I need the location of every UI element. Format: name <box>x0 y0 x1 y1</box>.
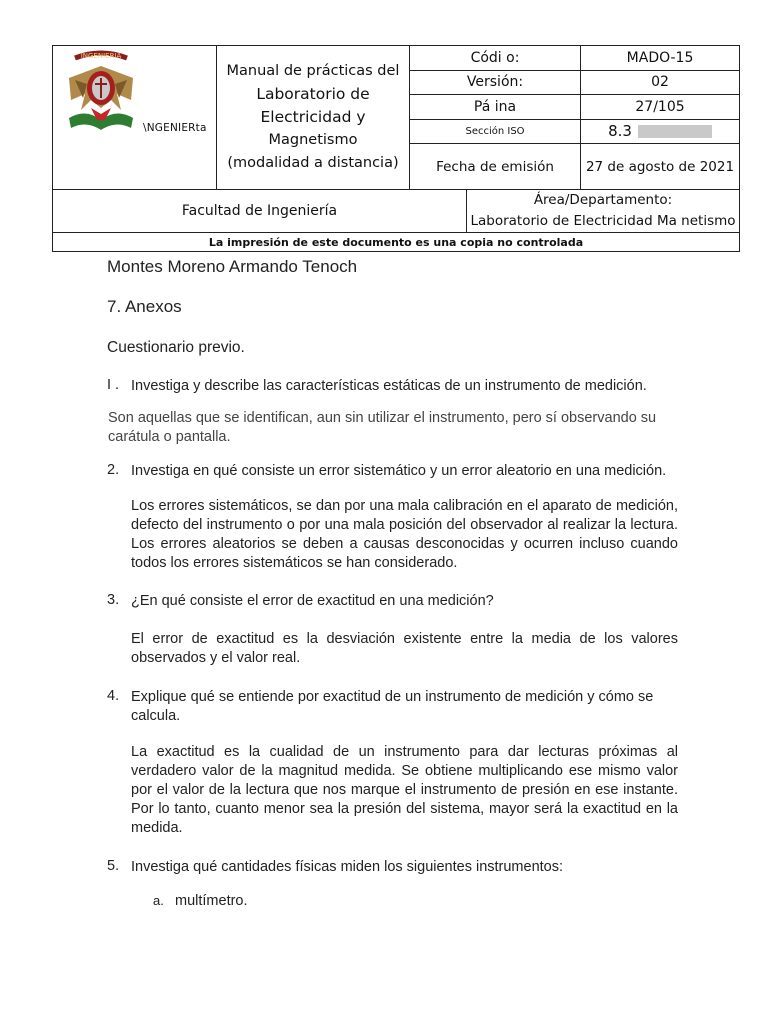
title-line-1: Manual de prácticas del <box>226 63 400 79</box>
question-3-text: ¿En qué consiste el error de exactitud en una medición? <box>131 593 494 609</box>
title-line-2: Laboratorio de Electricidad y <box>256 85 370 126</box>
page-label: Pá ina <box>410 95 581 120</box>
manual-title <box>217 46 410 190</box>
question-2-text: Investiga en qué consiste un error sistemático y un error aleatorio en una medición. <box>131 463 667 479</box>
title-line-4: (modalidad a distancia) <box>227 155 399 171</box>
question-4-text: Explique qué se entiende por exactitud de un instrumento de medición y cómo se calcula. <box>131 689 654 724</box>
area-value: Laboratorio de Electricidad Ma netismo <box>470 213 736 229</box>
question-3-number: 3. <box>107 592 120 608</box>
faculty-name: Facultad de Ingeniería <box>53 190 467 233</box>
question-1-answer: Son aquellas que se identifican, aun sin utilizar el instrumento, pero sí observando su carátula o pantalla. <box>108 410 657 445</box>
issue-date-label: Fecha de emisión <box>410 144 581 190</box>
question-2-answer: Los errores sistemáticos, se dan por una mala calibración en el aparato de medición, defecto del instrumento o por una mala posición del observador al realizar la lectura. Los errores aleatorios se deben a causas desconocidas y ocurren incluso cuando todos los errores sistemáticos se han considerado. <box>131 498 678 571</box>
section-heading: 7. Anexos <box>107 297 182 316</box>
logo-arc-text: INGENIERIA <box>80 52 122 60</box>
question-1-number: I . <box>107 377 120 393</box>
iso-section-value: 8.3 <box>608 122 632 141</box>
document-header-table <box>52 45 740 252</box>
question-5-text: Investiga qué cantidades físicas miden los siguientes instrumentos: <box>131 859 564 875</box>
school-label: \NGENIERta <box>143 122 207 134</box>
uncontrolled-copy-notice: La impresión de este documento es una copia no controlada <box>53 233 740 252</box>
issue-date-value: 27 de agosto de 2021 <box>581 144 740 190</box>
sub-item-a-text: multímetro. <box>175 893 248 909</box>
question-4-number: 4. <box>107 688 120 704</box>
redaction-bar <box>638 125 712 138</box>
faculty-crest-logo <box>61 48 141 136</box>
area-department <box>467 190 740 233</box>
iso-section-label: Sección ISO <box>410 119 581 144</box>
question-3-answer: El error de exactitud es la desviación existente entre la media de los valores observados y el valor real. <box>131 631 678 666</box>
iso-section-value-cell <box>581 119 740 144</box>
code-label: Códi o: <box>410 46 581 71</box>
sub-item-a-label: a. <box>153 893 164 908</box>
version-value: 02 <box>581 70 740 95</box>
subsection-heading: Cuestionario previo. <box>107 339 245 356</box>
version-label: Versión: <box>410 70 581 95</box>
logo-cell <box>53 46 217 190</box>
area-label: Área/Departamento: <box>533 192 673 208</box>
title-line-3: Magnetismo <box>268 132 358 148</box>
question-5-number: 5. <box>107 858 120 874</box>
code-value: MADO-15 <box>581 46 740 71</box>
page-value: 27/105 <box>581 95 740 120</box>
question-2-number: 2. <box>107 462 120 478</box>
question-4-answer: La exactitud es la cualidad de un instrumento para dar lecturas próximas al verdadero valor de la magnitud medida. Se obtiene multiplicando ese mismo valor por el valor de la lectura que nos marque el instrumento de presión en ese instante. Por lo tanto, cuanto menor sea la presión del sistema, mayor será la exactitud en la medida. <box>131 744 678 836</box>
question-1-text: Investiga y describe las características estáticas de un instrumento de medición. <box>131 378 647 394</box>
author-name: Montes Moreno Armando Tenoch <box>107 257 358 276</box>
